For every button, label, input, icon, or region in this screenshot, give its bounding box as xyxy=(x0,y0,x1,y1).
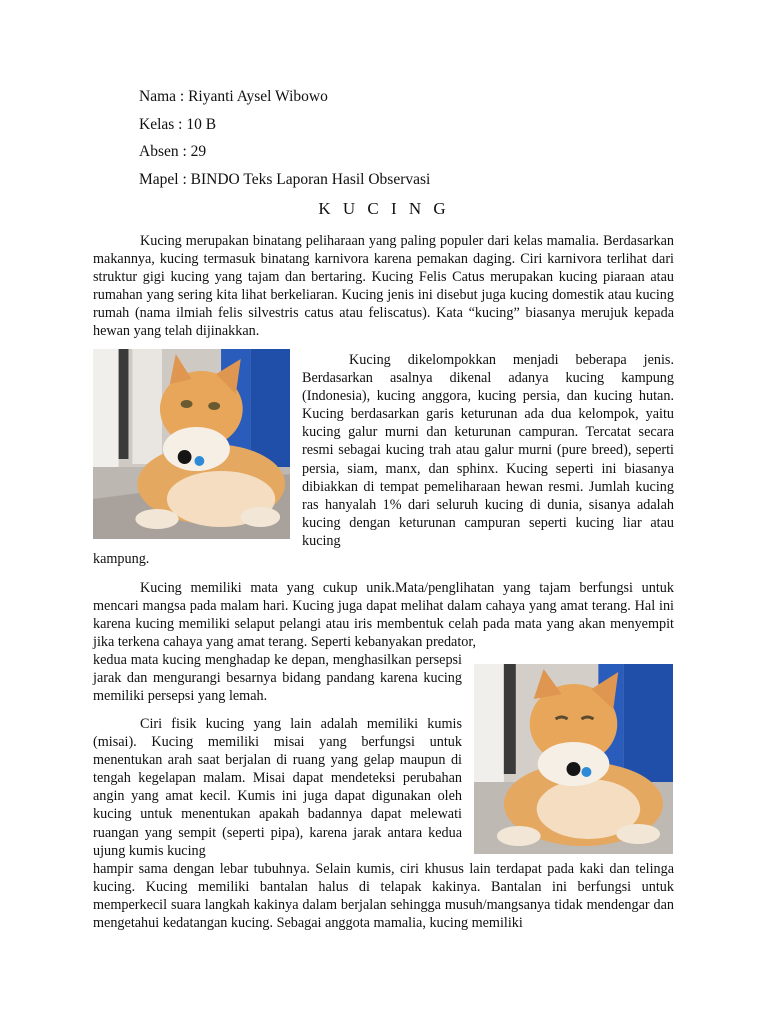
paragraph-eyes-cont: kedua mata kucing menghadap ke depan, menghasilkan persepsi jarak dan mengurangi besarnya bidang pandang karena kucing memiliki persepsi yang lemah. xyxy=(93,652,462,705)
student-name: Nama : Riyanti Aysel Wibowo xyxy=(139,88,328,105)
student-class: Kelas : 10 B xyxy=(139,115,217,133)
paragraph-whiskers: Ciri fisik kucing yang lain adalah memiliki kumis (misai). Kucing memiliki misai yang berfungsi untuk menentukan arah saat berjalan di ruang yang gelap maupun di tengah kegelapan malam. Misai dapat mendeteksi perubahan angin yang amat kecil. Kumis ini juga dapat digunakan oleh kucing untuk menentukan apakah badannya dapat melewati ruangan yang sempit (seperti pipa), karena jarak antara kedua ujung kumis kucing xyxy=(93,716,462,859)
cat-photo-1 xyxy=(93,349,290,539)
paragraph-whiskers-end: hampir sama dengan lebar tubuhnya. Selain kumis, ciri khusus lain terdapat pada kaki dan telinga kucing. Kucing memiliki bantalan halus di telapak kakinya. Bantalan ini berfungsi untuk memperkecil suara langkah kakinya dalam berjalan sehingga musuh/mangsanya tidak mendengar dan mengetahui kedatangan kucing. Sebagai anggota mamalia, kucing memiliki xyxy=(93,861,674,932)
student-number: Absen : 29 xyxy=(139,143,207,160)
paragraph-types: Kucing dikelompokkan menjadi beberapa jenis. Berdasarkan asalnya dikenal adanya kucing kampung (Indonesia), kucing anggora, kucing persia, dan kucing hutan. Kucing berdasarkan garis keturunan ada dua kelompok, yaitu kucing galur murni dan keturunan campuran. Tercatat secara resmi sebagai kucing trah atau galur murni (pure breed), seperti persia, siam, manx, dan sphinx. Kucing seperti ini biasanya dibiakkan di tempat pemeliharaan hewan resmi. Jumlah kucing ras hanyalah 1% dari seluruh kucing di dunia, sisanya adalah kucing dengan keturunan campuran seperti kucing liar atau kucing xyxy=(302,352,674,549)
paragraph-eyes: Kucing memiliki mata yang cukup unik.Mata/penglihatan yang tajam berfungsi untuk mencari mangsa pada malam hari. Kucing juga dapat melihat dalam cahaya yang amat terang. Hal ini karena kucing memiliki selaput pelangi atau iris membentuk celah pada mata yang akan menyempit jika terkena cahaya yang amat terang. Seperti kebanyakan predator, xyxy=(93,580,674,651)
paragraph-types-end: kampung. xyxy=(93,551,150,567)
document-title: K U C I N G xyxy=(318,199,450,218)
student-info xyxy=(139,86,430,196)
cat-photo-2 xyxy=(474,664,673,854)
paragraph-intro: Kucing merupakan binatang peliharaan yang paling populer dari kelas mamalia. Berdasarkan makannya, kucing termasuk binatang karnivora karena pemakan daging. Ciri karnivora terlihat dari struktur gigi kucing yang tajam dan bertaring. Kucing Felis Catus merupakan kucing piaraan atau rumahan yang sering kita lihat berkeliaran. Kucing jenis ini disebut juga kucing domestik atau kucing rumah (nama ilmiah felis silvestris catus atau feliscatus). Kata “kucing” biasanya merujuk kepada hewan yang telah dijinakkan. xyxy=(93,233,674,340)
subject: Mapel : BINDO Teks Laporan Hasil Observasi xyxy=(139,170,431,188)
